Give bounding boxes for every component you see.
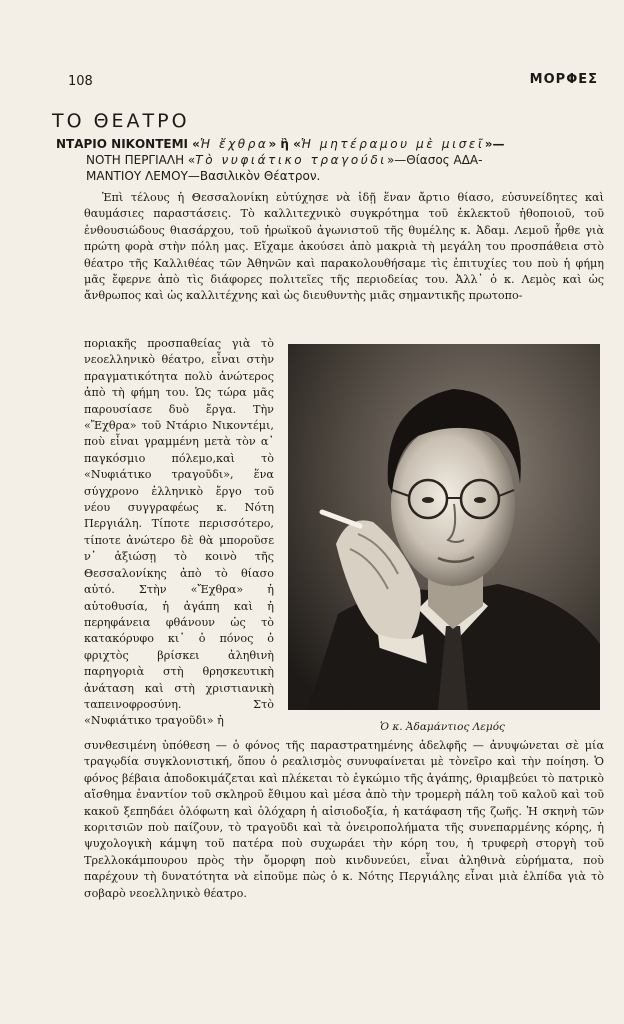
headline-connector: » ἢ « [268, 137, 301, 151]
page-number: 108 [68, 74, 93, 89]
headline-play-title-1: Ἡ ἔχθρα [199, 137, 269, 151]
portrait-illustration [288, 344, 600, 710]
running-head: ΜΟΡΦΕΣ [529, 72, 598, 87]
photo-caption: Ὁ κ. Ἀδαμάντιος Λεμός [380, 721, 505, 733]
headline-company: »—Θίασος ΑΔΑ- [386, 153, 483, 167]
section-title: ΤΟ ΘΕΑΤΡΟ [52, 110, 190, 132]
headline-author-2: ΝΟΤΗ ΠΕΡΓΙΑΛΗ « [86, 153, 196, 167]
intro-paragraph: Ἐπὶ τέλους ἡ Θεσσαλονίκη εὐτύχησε νὰ ἰδῇ ἕναν ἄρτιο θίασο, εὐσυνείδητες καὶ θαυμάσιες παραστάσεις. Τὸ καλλιτεχνικὸ συγκρότημα τοῦ ἐκλεκτοῦ ἠθοποιοῦ, τοῦ ἐνθουσιώδους θιασάρχου, τοῦ ἡρωϊκοῦ ἀγωνιστοῦ τῆς θυμέλης κ. Ἀδαμ. Λεμοῦ ἦρθε γιὰ πρώτη φορὰ στὴν πόλη μας. Εἴχαμε ἀκούσει ἀπὸ μακριὰ τὴ μεγάλη του προσπάθεια στὸ θέατρο τῆς Καλλιθέας τῶν Ἀθηνῶν καὶ παρακολουθήσαμε τὶς ἐπιτυχίες του ποὺ ἡ φήμη μᾶς ἔφερνε ἀπὸ τὶς διάφορες πολιτεῖες τῆς περιοδείας του. Ἀλλ᾽ ὁ κ. Λεμὸς καὶ ὡς ἄνθρωπος καὶ ὡς καλλιτέχνης καὶ ὡς διευθυντὴς μιᾶς σημαντικῆς πρωτοπο- [84, 191, 604, 303]
portrait-photo [288, 344, 600, 710]
headline-line-1 [56, 136, 604, 152]
closing-paragraph: συνθεσιμένη ὑπόθεση — ὁ φόνος τῆς παραστρατημένης ἀδελφῆς — ἀνυψώνεται σὲ μία τραγῳδία συγκλονιστική, ὅπου ὁ ρεαλισμὸς συνυφαίνεται μὲ τὸνεῖρο καὶ τὴν ποίηση. Ὁ φόνος βέβαια ἀποδοκιμάζεται καὶ πλέκεται τὸ ἐγκώμιο τῆς ἀγάπης, θριαμβεύει τὸ πατρικὸ αἴσθημα ἐναντίον τοῦ σκληροῦ ἔθιμου καὶ μέσα ἀπὸ τὴν τρομερὴ πάλη τοῦ καλοῦ καὶ τοῦ κακοῦ ξεπηδάει ὁλόφωτη καὶ ὁλόχαρη ἡ αἰσιοδοξία, ἡ κατάφαση τῆς ζωῆς. Ἡ σκηνὴ τῶν κοριτσιῶν ποὺ παίζουν, τὸ τραγοῦδι καὶ τὰ ὀνειροπολήματα τῆς συνεπαρμένης κόρης, ἡ ψυχολογικὴ κάμψη τοῦ πατέρα ποὺ συχωράει τὴν κόρη του, ἡ τρυφερὴ στοργὴ τοῦ Τρελλοκάμπουρου πρὸς τὴν ὄμορφη ποὺ κινδυνεύει, εἶναι ἀληθινὰ εὑρήματα, ποὺ παρέχουν τὴ δυνατότητα νὰ εἰποῦμε πὼς ὁ κ. Νότης Περγιάλης εἶναι μιὰ ἐλπίδα γιὰ τὸ σοβαρὸ νεοελληνικὸ θέατρο. [84, 739, 604, 900]
headline-line-3: ΜΑΝΤΙΟΥ ΛΕΜΟΥ—Βασιλικὸν Θέατρον. [86, 169, 321, 183]
article-headline [56, 136, 604, 184]
article-column [84, 336, 274, 730]
headline-author-1: ΝΤΑΡΙΟ ΝΙΚΟΝΤΕΜΙ « [56, 137, 200, 151]
article-intro [84, 190, 604, 305]
headline-dash: »— [484, 137, 505, 151]
headline-play-title-1-alt: Ἡ μητέραμου μὲ μισεῖ [300, 137, 485, 151]
headline-play-title-2: Τὸ νυφιάτικο τραγούδι [195, 153, 387, 167]
column-paragraph: ποριακῆς προσπαθείας γιὰ τὸ νεοελληνικὸ θέατρο, εἶναι στὴν πραγματικότητα πολὺ ἀνώτερος ἀπὸ τὴ φήμη του. Ὡς τώρα μᾶς παρουσίασε δυὸ ἔργα. Τὴν «Ἔχθρα» τοῦ Ντάριο Νικοντέμι, ποὺ εἶναι γραμμένη μετὰ τὸν α᾽ παγκόσμιο πόλεμο,καὶ τὸ «Νυφιάτικο τραγοῦδι», ἕνα σύγχρονο ἑλληνικὸ ἔργο τοῦ νέου συγγραφέως κ. Νότη Περγιάλη. Τίποτε περισσότερο, τίποτε ἀνώτερο δὲ θὰ μποροῦσε ν᾽ ἀξιώσῃ τὸ κοινὸ τῆς Θεσσαλονίκης ἀπὸ τὸ θίασο αὐτό. Στὴν «Ἔχθρα» ἡ αὐτοθυσία, ἡ ἀγάπη καὶ ἡ περηφάνεια φθάνουν ὡς τὸ κατακόρυφο κι᾽ ὁ πόνος ὁ φριχτὸς βρίσκει ἀληθινὴ παρηγοριὰ στὴ θρησκευτικὴ ἀνάταση καὶ στὴ χριστιανικὴ ταπεινοφροσύνη. Στὸ «Νυφιάτικο τραγοῦδι» ἡ [84, 337, 274, 728]
article-closing [84, 738, 604, 902]
headline-line-2 [56, 152, 604, 168]
